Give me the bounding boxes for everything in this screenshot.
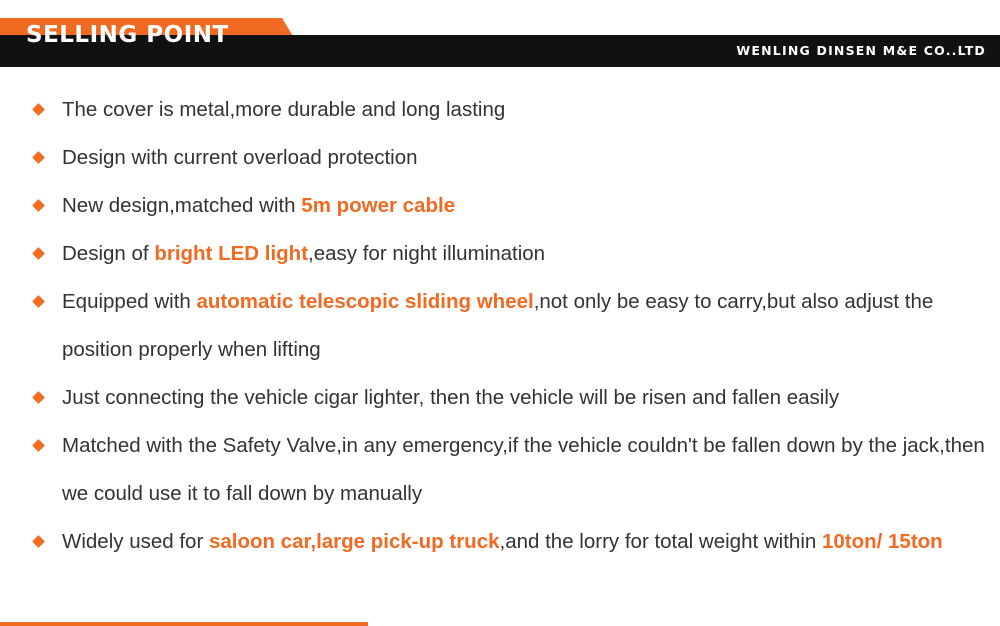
item-text: Widely used for [62,530,209,553]
item-text: Matched with the Safety Valve,in any emergency,if the vehicle couldn't be fallen down by the jack,then we could use it to fall down by manually [62,434,985,505]
section-title: SELLING POINT [26,22,229,48]
diamond-bullet-icon [32,295,45,308]
item-text: Just connecting the vehicle cigar lighter, then the vehicle will be risen and fallen easily [62,386,840,409]
item-text: Design with current overload protection [62,146,418,169]
item-highlight: bright LED light [154,242,309,265]
diamond-bullet-icon [32,247,45,260]
company-name: WENLING DINSEN M&E CO..LTD [736,43,986,58]
bottom-accent-line [0,622,368,626]
list-item [0,422,1000,518]
list-item [0,182,1000,230]
item-text: The cover is metal,more durable and long lasting [62,98,506,121]
list-item [0,86,1000,134]
item-highlight: automatic telescopic sliding wheel [196,290,534,313]
diamond-bullet-icon [32,535,45,548]
diamond-bullet-icon [32,391,45,404]
item-highlight: 5m power cable [301,194,456,217]
item-text: New design,matched with [62,194,302,217]
item-text: Design of [62,242,155,265]
list-item [0,374,1000,422]
diamond-bullet-icon [32,103,45,116]
list-item [0,134,1000,182]
list-item [0,230,1000,278]
item-text: Equipped with [62,290,197,313]
item-text: ,not only be easy to carry,but also adjust the position properly when lifting [62,290,934,361]
diamond-bullet-icon [32,439,45,452]
item-highlight: 10ton/ 15ton [821,530,943,553]
list-item [0,278,1000,374]
item-text: ,easy for night illumination [308,242,546,265]
list-item [0,518,1000,566]
selling-points-list [0,86,1000,566]
diamond-bullet-icon [32,199,45,212]
item-text: ,and the lorry for total weight within [499,530,822,553]
diamond-bullet-icon [32,151,45,164]
item-highlight: saloon car,large pick-up truck [208,530,500,553]
